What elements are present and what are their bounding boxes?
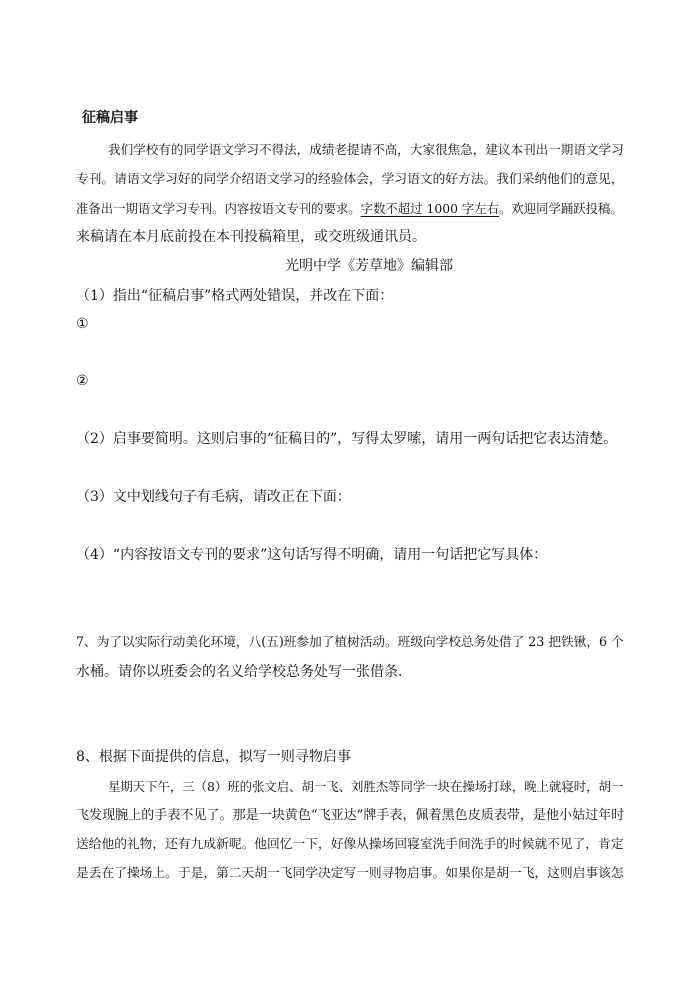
task-8-line-1: 星期天下午，三（8）班的张文启、胡一飞、刘胜杰等同学一块在操场打球，晚上就寝时，胡一 [108,779,624,794]
notice-body-line-3-start: 准备出一期语文学习专刊。内容按语文专刊的要求。 [76,201,361,216]
notice-signature: 光明中学《芳草地》编辑部 [285,258,453,274]
notice-body-line-3-end: 。欢迎同学踊跃投稿。 [499,201,623,216]
answer-mark-1: ① [76,316,89,332]
notice-body-line-3 [76,199,623,219]
task-8-heading: 8、根据下面提供的信息，拟写一则寻物启事 [76,749,351,765]
question-1: （1）指出“征稿启事”格式两处错误，并改在下面： [76,288,394,304]
question-2: （2）启事要简明。这则启事的“征稿目的”，写得太罗嗦，请用一两句话把它表达清楚。 [76,431,618,447]
notice-body-line-4: 来稿请在本月底前投在本刊投稿箱里，或交班级通讯员。 [76,229,426,245]
task-8-line-4: 是丢在了操场上。于是，第二天胡一飞同学决定写一则寻物启事。如果你是胡一飞，这则启事该怎 [76,866,624,881]
task-7-line-1: 7、为了以实际行动美化环境，八(五)班参加了植树活动。班级向学校总务处借了 23 把铁锹，6 个 [76,634,624,649]
notice-body-line-2: 专刊。请语文学习好的同学介绍语文学习的经验体会，学习语文的好方法。我们采纳他们的意见， [76,172,624,187]
underlined-sentence: 字数不超过 1000 字左右 [360,201,500,216]
task-7-line-2: 水桶。请你以班委会的名义给学校总务处写一张借条. [76,664,403,680]
notice-title: 征稿启事 [82,110,138,126]
question-4: （4）“内容按语文专刊的要求”这句话写得不明确，请用一句话把它写具体： [76,547,548,563]
task-8-line-3: 送给他的礼物，还有九成新呢。他回忆一下，好像从操场回寝室洗手间洗手的时候就不见了，肯定 [76,837,624,852]
answer-mark-2: ② [76,373,89,389]
question-3: （3）文中划线句子有毛病，请改正在下面： [76,489,351,505]
task-8-line-2: 飞发现腕上的手表不见了。那是一块黄色“飞亚达”牌手表，佩着黑色皮质表带，是他小姑过年时 [76,808,625,823]
notice-body-line-1: 我们学校有的同学语文学习不得法，成绩老提请不高，大家很焦急，建议本刊出一期语文学习 [108,142,624,157]
